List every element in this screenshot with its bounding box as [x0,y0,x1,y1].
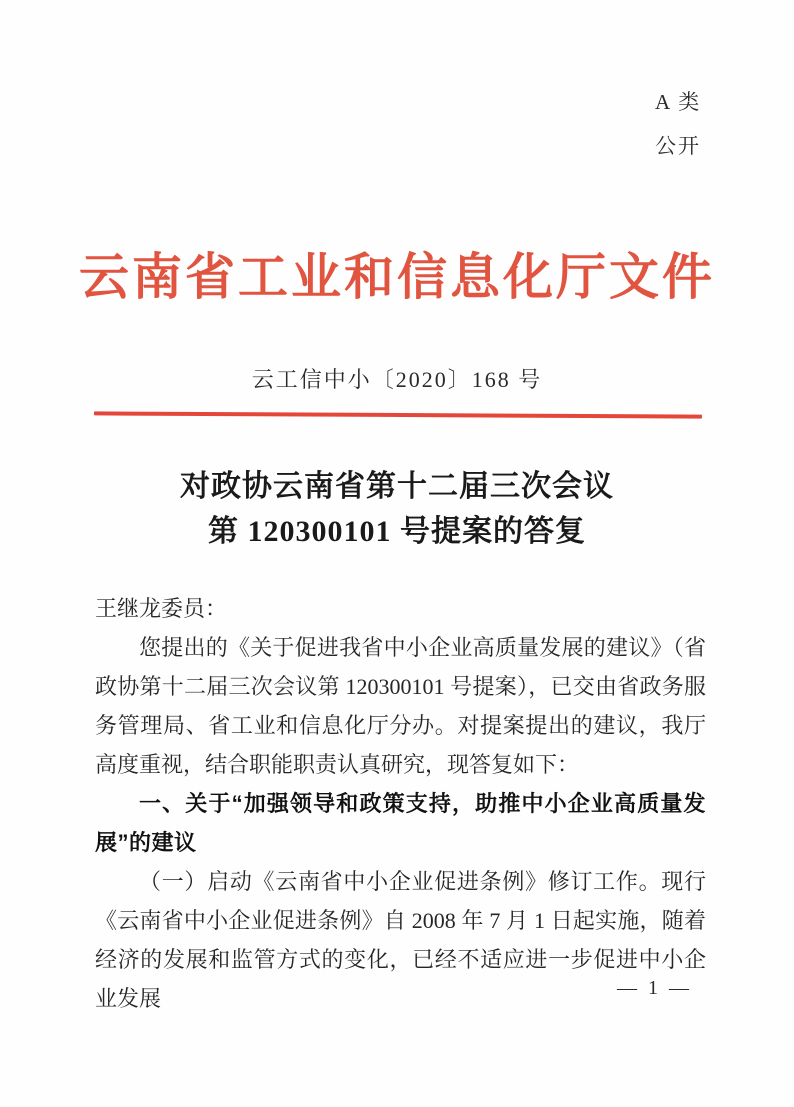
body-paragraph-2: （一）启动《云南省中小企业促进条例》修订工作。现行《云南省中小企业促进条例》自 2008 年 7 月 1 日起实施，随着经济的发展和监管方式的变化，已经不适应进一步促进中小企业发展 [95,869,706,1011]
publicity-label: 公开 [655,134,701,158]
salutation: 王继龙委员： [95,596,228,621]
title-line-2: 第 120300101 号提案的答复 [208,515,586,548]
body-paragraph-1: 您提出的《关于促进我省中小企业高质量发展的建议》（省政协第十二届三次会议第 120300101 号提案），已交由省政务服务管理局、省工业和信息化厅分办。对提案提出的建议，我厅高度重视，结合职能职责认真研究，现答复如下： [95,635,706,777]
document-number: 云工信中小〔2020〕168 号 [251,367,543,392]
agency-header: 云南省工业和信息化厅文件 [79,249,715,305]
red-divider-rule [94,411,702,418]
page-number: — 1 — [617,977,692,999]
document-body [95,589,706,1018]
classification-label: A 类 [655,90,702,114]
document-title [0,464,794,554]
classification-block [655,80,701,168]
section-heading: 一、关于“加强领导和政策支持，助推中小企业高质量发展”的建议 [95,791,706,855]
title-line-1: 对政协云南省第十二届三次会议 [180,470,614,503]
